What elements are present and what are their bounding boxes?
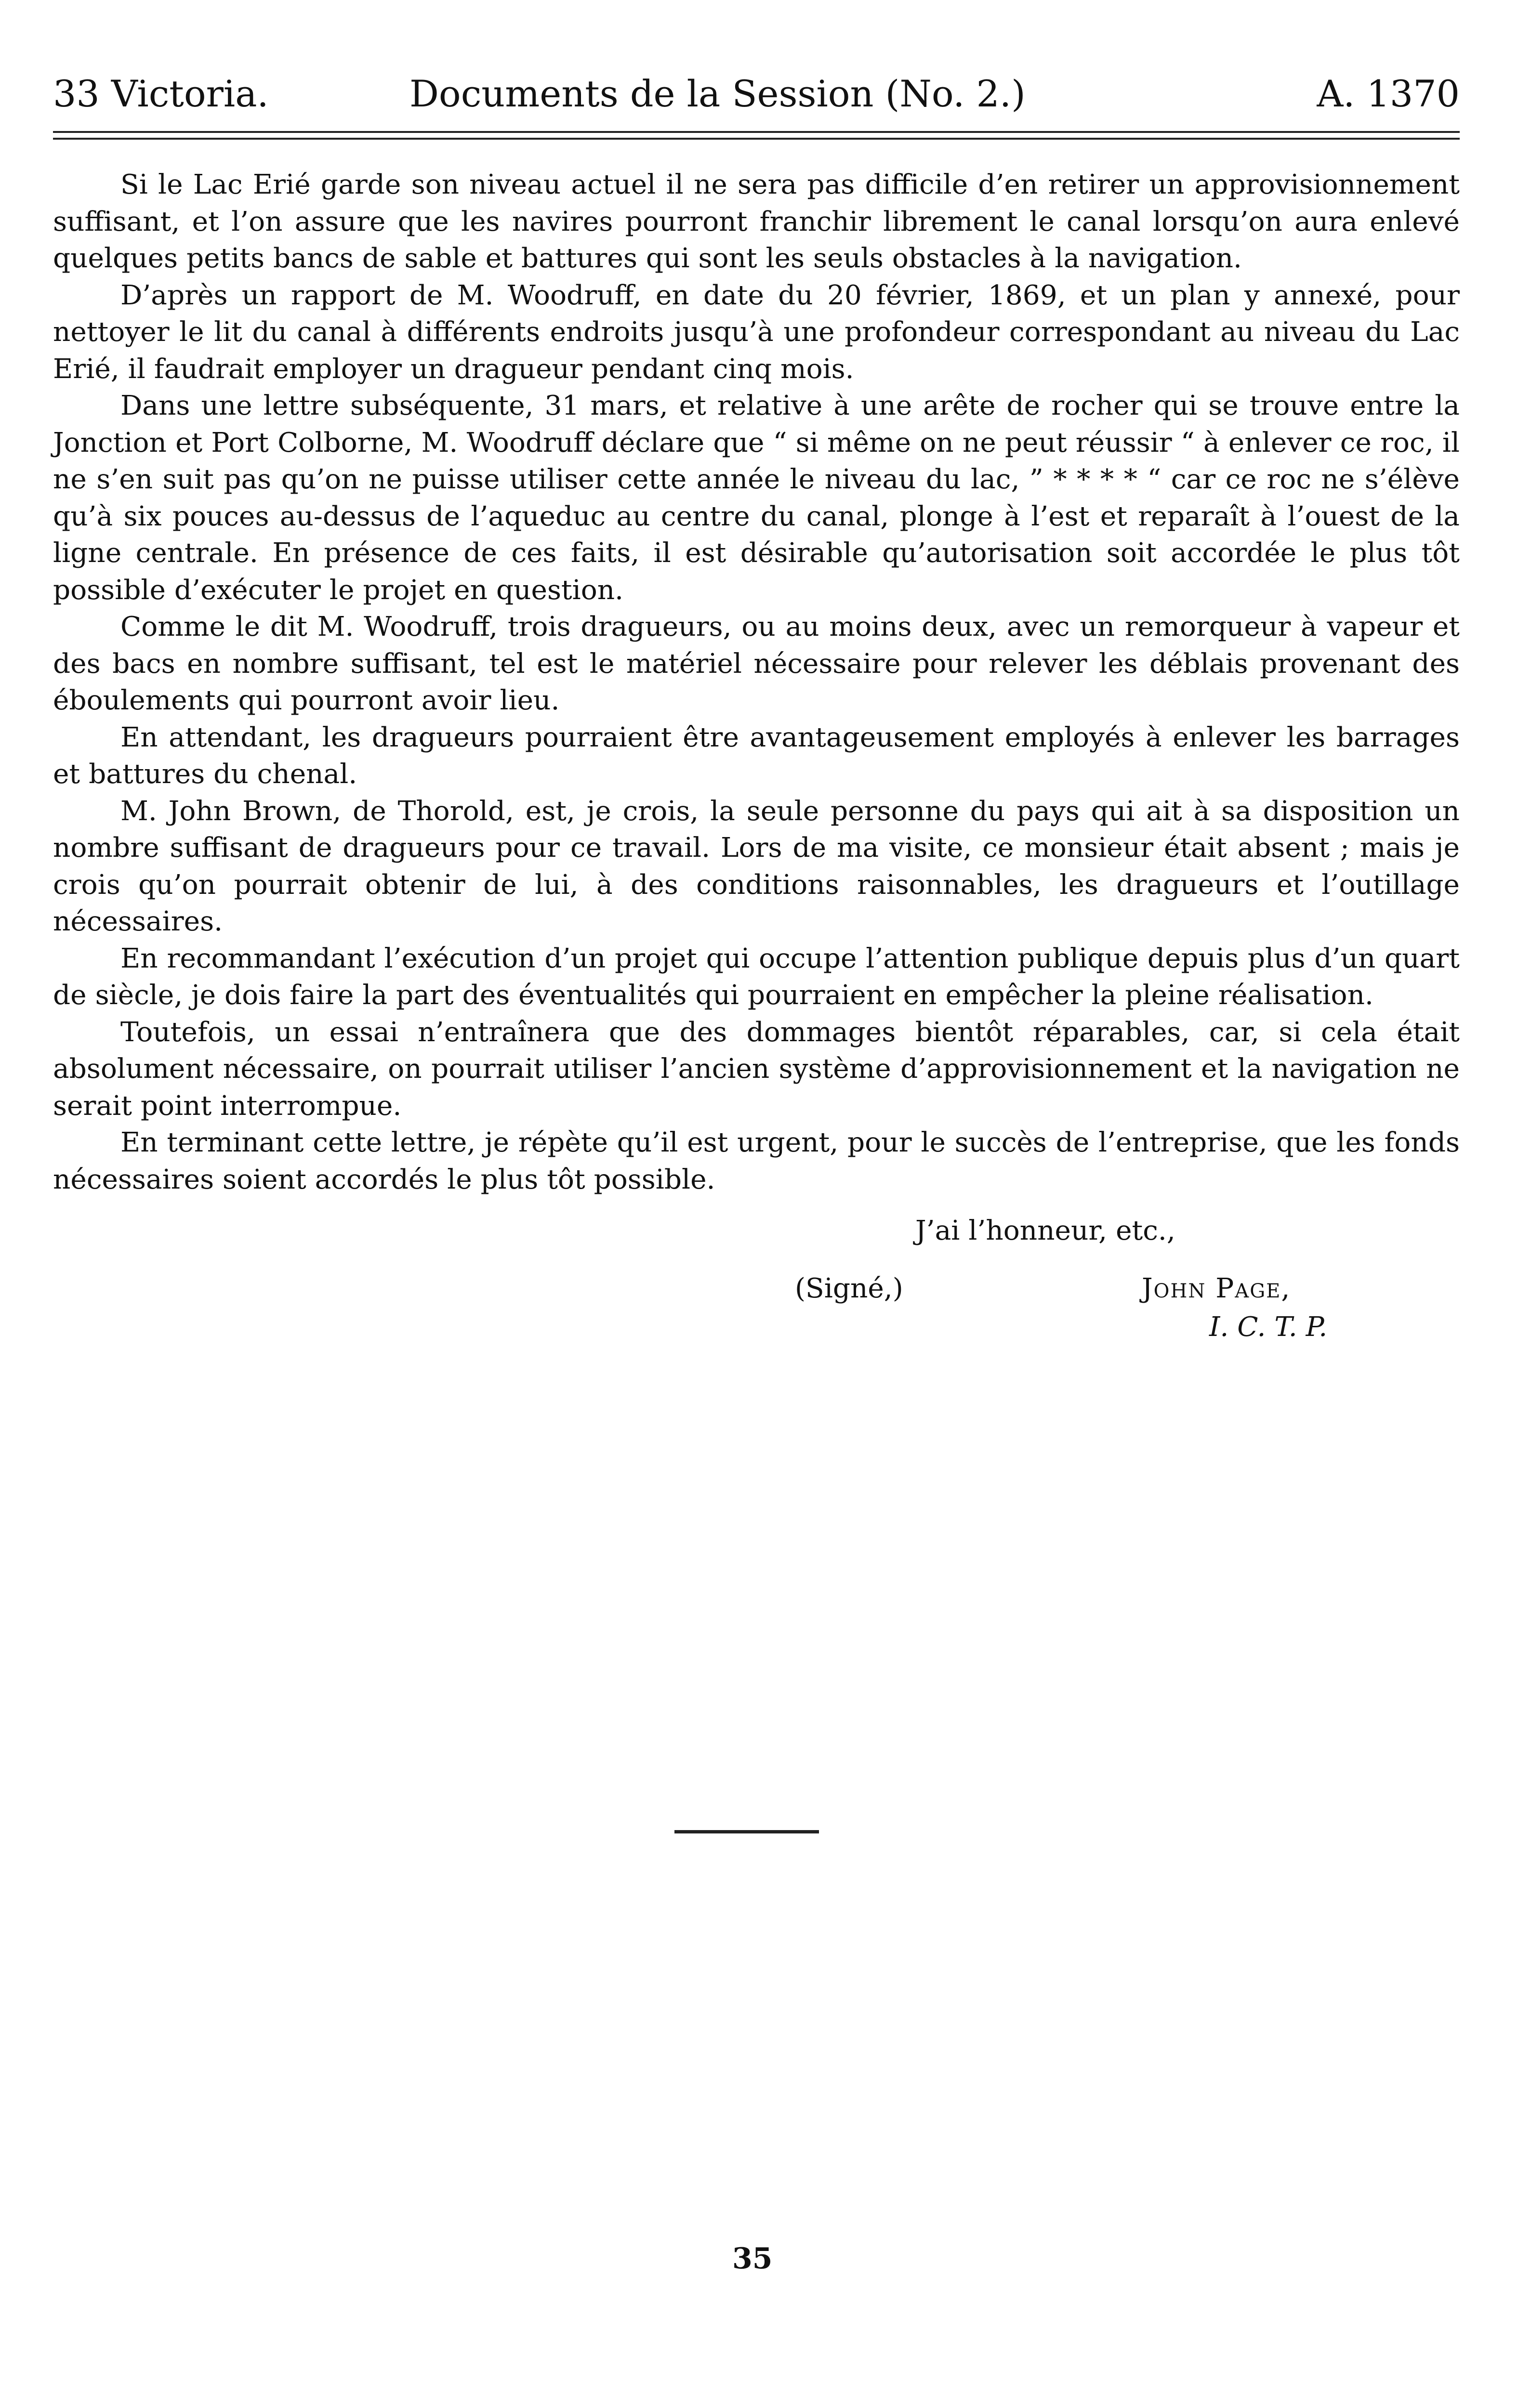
- paragraph: Si le Lac Erié garde son niveau actuel il ne sera pas difficile d’en retirer un approvisionnement suffisant, et l’on assure que les navires pourront franchir librement le canal lorsqu’on aura enlevé quelques petits bancs de sable et battures qui sont les seuls obstacles à la navigation.: [53, 169, 1460, 274]
- paragraph: D’après un rapport de M. Woodruff, en date du 20 février, 1869, et un plan y annexé, pour nettoyer le lit du canal à différents endroits jusqu’à une profondeur correspondant au niveau du Lac Erié, il faudrait employer un dragueur pendant cinq mois.: [53, 279, 1460, 385]
- page-number: 35: [732, 2242, 773, 2276]
- paragraph: Dans une lettre subséquente, 31 mars, et relative à une arête de rocher qui se trouve entre la Jonction et Port Colborne, M. Woodruff déclare que “ si même on ne peut réussir “ à enlever ce roc, il ne s’en suit pas qu’on ne puisse utiliser cette année le niveau du lac, ” * * * * “ car ce roc ne s’élève qu’à six pouces au-dessus de l’aqueduc au centre du canal, plonge à l’est et reparaît à l’ouest de la ligne centrale. En présence de ces faits, il est désirable qu’autorisation soit accordée le plus tôt possible d’exécuter le projet en question.: [53, 390, 1460, 606]
- header-left: 33 Victoria.: [53, 72, 269, 115]
- closing-honour: J’ai l’honneur, etc.,: [915, 1215, 1175, 1246]
- paragraph: En recommandant l’exécution d’un projet qui occupe l’attention publique depuis plus d’un quart de siècle, je dois faire la part des éventualités qui pourraient en empêcher la pleine réalisation.: [53, 942, 1460, 1011]
- paragraph: En attendant, les dragueurs pourraient être avantageusement employés à enlever les barrages et battures du chenal.: [53, 721, 1460, 790]
- signatory-title-line: [53, 1308, 1460, 1347]
- signatory-name: John Page,: [1142, 1273, 1291, 1304]
- paragraph: Comme le dit M. Woodruff, trois dragueurs, ou au moins deux, avec un remorqueur à vapeur et des bacs en nombre suffisant, tel est le matériel nécessaire pour relever les déblais provenant des éboulements qui pourront avoir lieu.: [53, 611, 1460, 716]
- header-right: A. 1370: [1317, 72, 1460, 115]
- header-rule: [53, 131, 1460, 133]
- paragraph: En terminant cette lettre, je répète qu’il est urgent, pour le succès de l’entreprise, que les fonds nécessaires soient accordés le plus tôt possible.: [53, 1127, 1460, 1195]
- paragraph: M. John Brown, de Thorold, est, je crois, la seule personne du pays qui ait à sa disposition un nombre suffisant de dragueurs pour ce travail. Lors de ma visite, ce monsieur était absent ; mais je crois qu’on pourrait obtenir de lui, à des conditions raisonnables, les dragueurs et l’outillage nécessaires.: [53, 795, 1460, 937]
- closing-line: [53, 1212, 1460, 1250]
- closing-block: [53, 1212, 1460, 1347]
- header-center: Documents de la Session (No. 2.): [409, 72, 1026, 115]
- paragraph: Toutefois, un essai n’entraînera que des dommages bientôt réparables, car, si cela était absolument nécessaire, on pourrait utiliser l’ancien système d’approvisionnement et la navigation ne serait point interrompue.: [53, 1016, 1460, 1122]
- body-text: [53, 167, 1460, 1198]
- signature-line: [53, 1269, 1460, 1308]
- document-page: [53, 67, 1460, 2408]
- signed-label: (Signé,): [795, 1273, 903, 1304]
- page-header: [53, 67, 1460, 120]
- end-rule: [674, 1830, 819, 1833]
- signatory-title: I. C. T. P.: [1209, 1311, 1328, 1343]
